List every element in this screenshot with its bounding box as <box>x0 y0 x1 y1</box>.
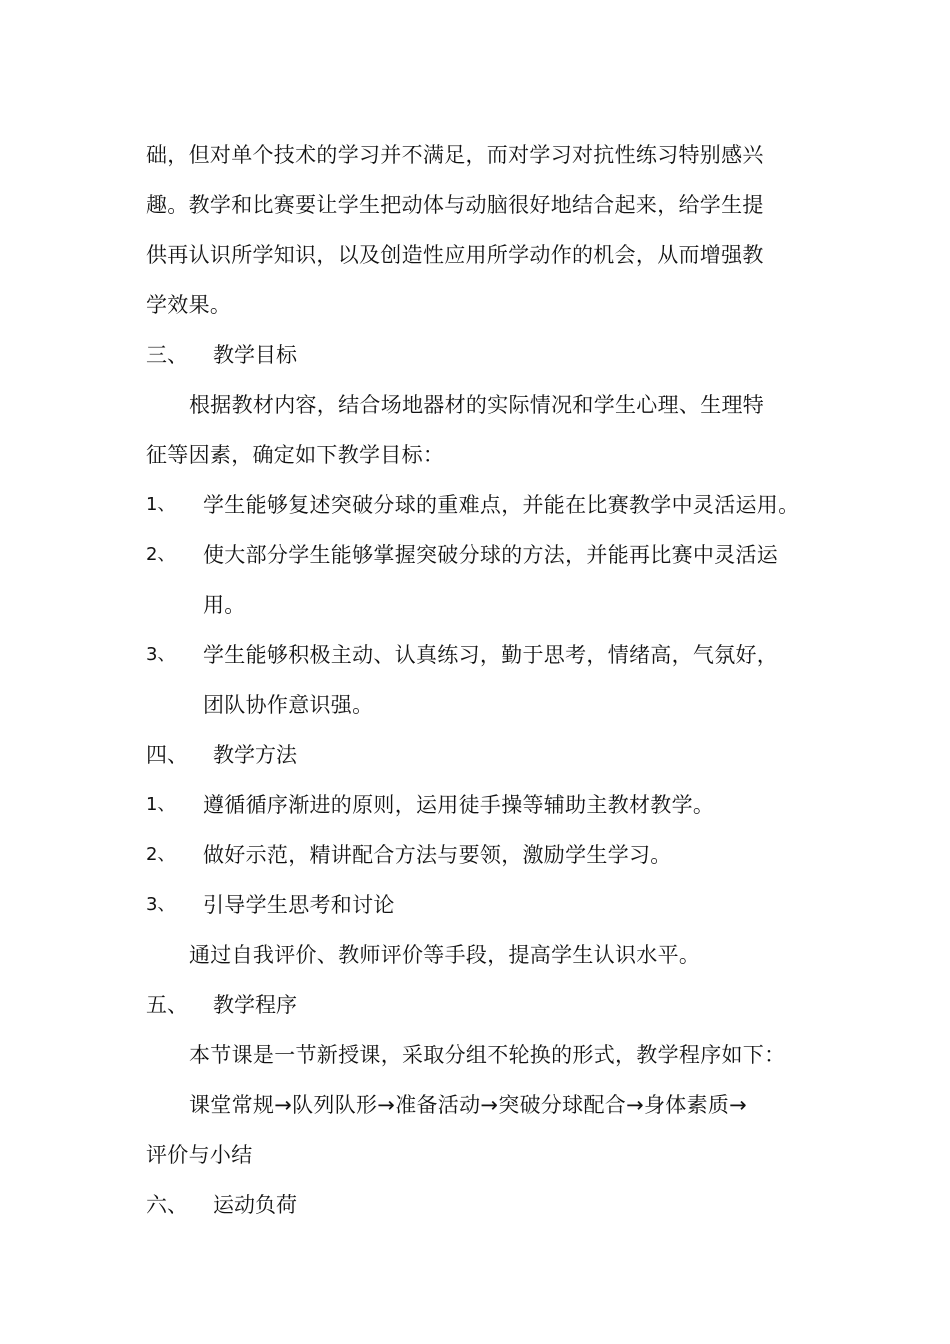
paragraph-line: 征等因素，确定如下教学目标： <box>146 443 445 467</box>
section-number: 四、 <box>146 743 188 767</box>
flow-line: 评价与小结 <box>146 1143 253 1167</box>
paragraph-line: 本节课是一节新授课，采取分组不轮换的形式，教学程序如下： <box>189 1043 786 1067</box>
flow-line: 课堂常规→队列队形→准备活动→突破分球配合→身体素质→ <box>189 1093 748 1117</box>
list-item: 学生能够复述突破分球的重难点，并能在比赛教学中灵活运用。 <box>203 493 800 517</box>
list-item: 使大部分学生能够掌握突破分球的方法，并能再比赛中灵活运 <box>203 543 779 567</box>
list-item-continued: 用。 <box>203 593 246 617</box>
section-title: 教学程序 <box>213 993 297 1017</box>
paragraph-line: 趣。教学和比赛要让学生把动体与动脑很好地结合起来，给学生提 <box>146 193 764 217</box>
list-item: 学生能够积极主动、认真练习，勤于思考，情绪高，气氛好， <box>203 643 779 667</box>
list-number: 1、 <box>146 794 176 815</box>
list-item: 遵循循序渐进的原则，运用徒手操等辅助主教材教学。 <box>203 793 715 817</box>
paragraph-line: 通过自我评价、教师评价等手段，提高学生认识水平。 <box>189 943 701 967</box>
section-title: 运动负荷 <box>213 1193 297 1217</box>
section-number: 五、 <box>146 993 188 1017</box>
paragraph-line: 学效果。 <box>146 293 232 317</box>
list-number: 2、 <box>146 544 176 565</box>
paragraph-line: 根据教材内容，结合场地器材的实际情况和学生心理、生理特 <box>189 393 765 417</box>
list-item: 引导学生思考和讨论 <box>203 893 395 917</box>
list-item: 做好示范，精讲配合方法与要领，激励学生学习。 <box>203 843 672 867</box>
list-number: 1、 <box>146 494 176 515</box>
section-title: 教学目标 <box>213 343 297 367</box>
paragraph-line: 础，但对单个技术的学习并不满足，而对学习对抗性练习特别感兴 <box>146 143 764 167</box>
list-number: 3、 <box>146 644 176 665</box>
paragraph-line: 供再认识所学知识，以及创造性应用所学动作的机会，从而增强教 <box>146 243 764 267</box>
list-number: 2、 <box>146 844 176 865</box>
list-item-continued: 团队协作意识强。 <box>203 693 374 717</box>
section-number: 六、 <box>146 1193 188 1217</box>
list-number: 3、 <box>146 894 176 915</box>
section-number: 三、 <box>146 343 188 367</box>
section-title: 教学方法 <box>213 743 297 767</box>
